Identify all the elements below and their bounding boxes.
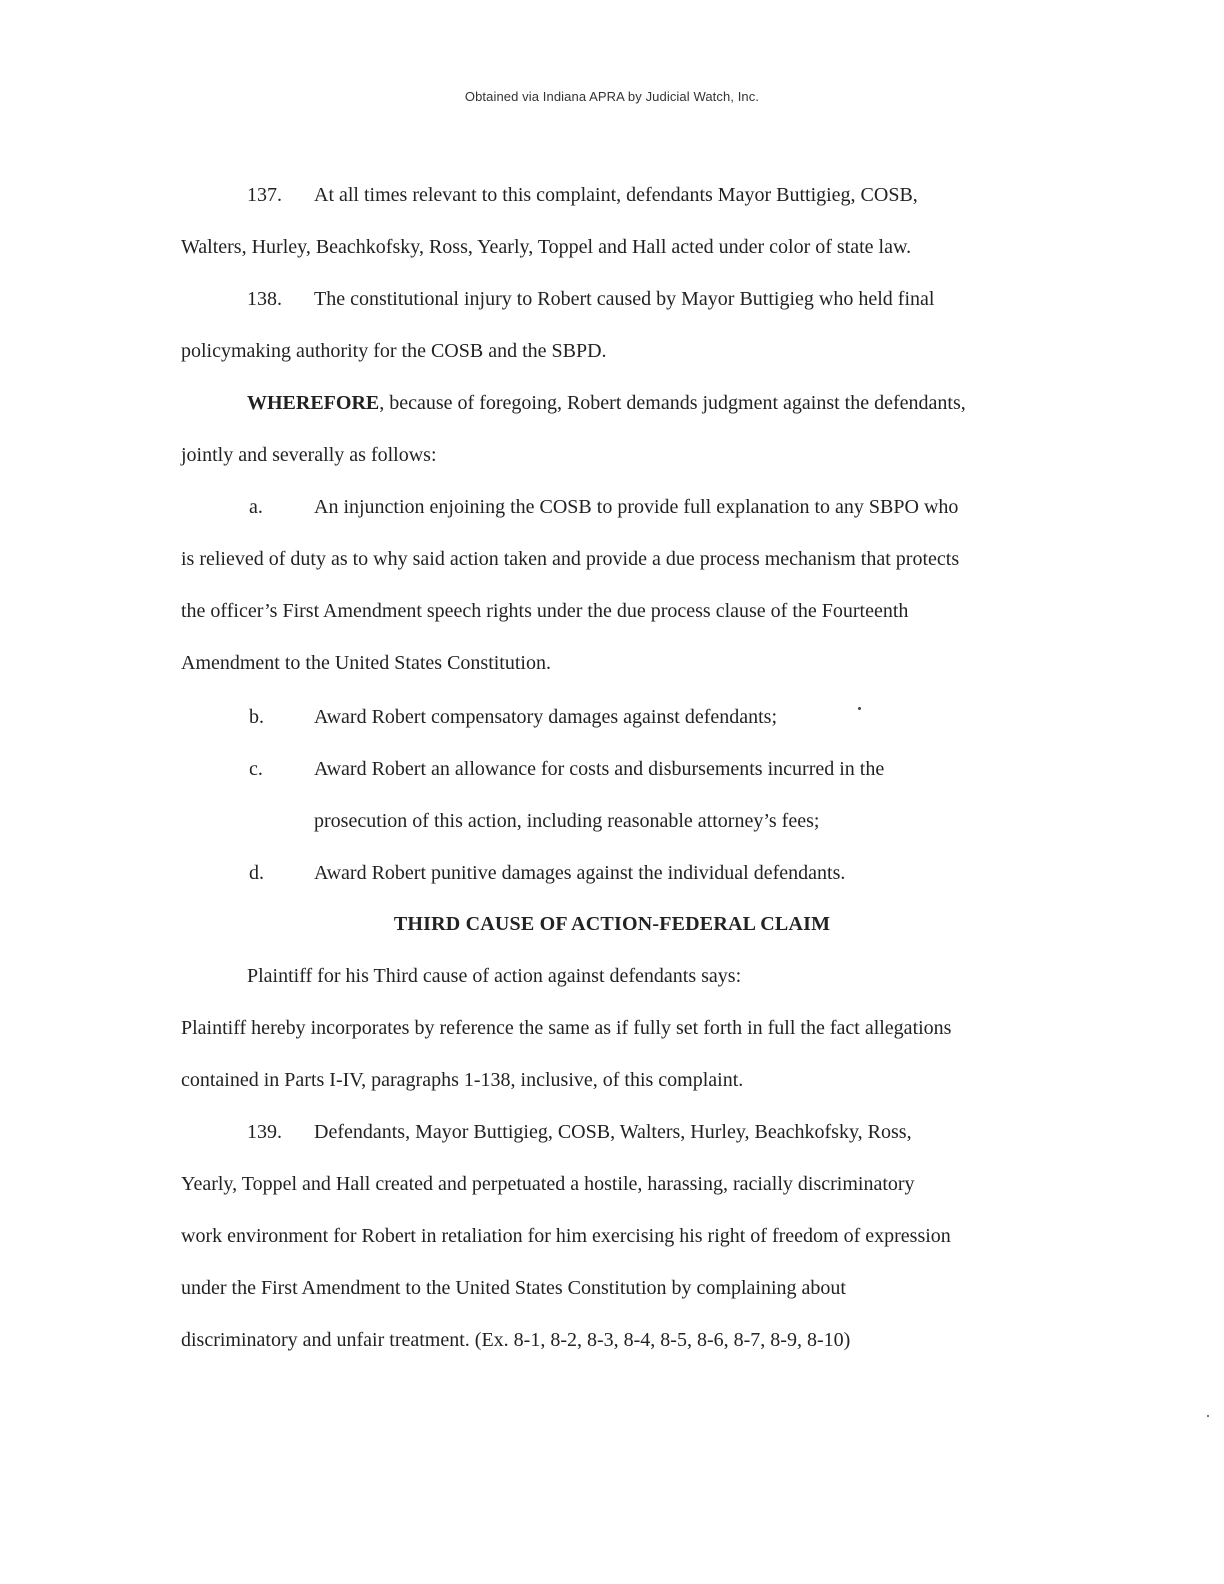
paragraph-139-line-4: under the First Amendment to the United States Constitution by complaining about	[181, 1277, 846, 1299]
paragraph-number-137: 137.	[247, 184, 282, 206]
item-c-letter: c.	[249, 758, 263, 780]
wherefore-line-1	[247, 391, 966, 415]
item-a-line-4: Amendment to the United States Constitution.	[181, 652, 551, 674]
item-a-letter: a.	[249, 496, 263, 518]
paragraph-137-line-1: At all times relevant to this complaint, defendants Mayor Buttigieg, COSB,	[314, 184, 918, 206]
incorporation-line-2: contained in Parts I-IV, paragraphs 1-138, inclusive, of this complaint.	[181, 1069, 744, 1091]
wherefore-keyword: WHEREFORE	[247, 392, 380, 414]
paragraph-number-138: 138.	[247, 288, 282, 310]
wherefore-line-1-text: , because of foregoing, Robert demands judgment against the defendants,	[379, 392, 966, 414]
paragraph-number-139: 139.	[247, 1121, 282, 1143]
paragraph-139-line-3: work environment for Robert in retaliation for him exercising his right of freedom of expression	[181, 1225, 951, 1247]
item-d-line-1: Award Robert punitive damages against the individual defendants.	[314, 862, 846, 884]
paragraph-138-line-2: policymaking authority for the COSB and the SBPD.	[181, 340, 607, 362]
plaintiff-intro: Plaintiff for his Third cause of action against defendants says:	[247, 965, 742, 987]
watermark: Obtained via Indiana APRA by Judicial Watch, Inc.	[464, 89, 760, 104]
item-a-line-3: the officer’s First Amendment speech rights under the due process clause of the Fourteenth	[181, 600, 909, 622]
incorporation-line-1: Plaintiff hereby incorporates by reference the same as if fully set forth in full the fact allegations	[181, 1017, 952, 1039]
paragraph-139-line-2: Yearly, Toppel and Hall created and perpetuated a hostile, harassing, racially discriminatory	[181, 1173, 915, 1195]
item-a-line-1: An injunction enjoining the COSB to provide full explanation to any SBPO who	[314, 496, 959, 518]
item-c-line-2: prosecution of this action, including reasonable attorney’s fees;	[314, 810, 820, 832]
paragraph-139-line-1: Defendants, Mayor Buttigieg, COSB, Walters, Hurley, Beachkofsky, Ross,	[314, 1121, 912, 1143]
scan-speck-margin	[1207, 1415, 1209, 1417]
scan-speck	[858, 707, 861, 710]
item-b-line-1: Award Robert compensatory damages against defendants;	[314, 706, 778, 728]
paragraph-137-line-2: Walters, Hurley, Beachkofsky, Ross, Yearly, Toppel and Hall acted under color of state law.	[181, 236, 912, 258]
wherefore-line-2: jointly and severally as follows:	[181, 444, 437, 466]
item-b-letter: b.	[249, 706, 264, 728]
item-d-letter: d.	[249, 862, 264, 884]
section-heading: THIRD CAUSE OF ACTION-FEDERAL CLAIM	[393, 913, 831, 935]
paragraph-138-line-1: The constitutional injury to Robert caused by Mayor Buttigieg who held final	[314, 288, 935, 310]
paragraph-139-line-5: discriminatory and unfair treatment. (Ex. 8-1, 8-2, 8-3, 8-4, 8-5, 8-6, 8-7, 8-9, 8-10)	[181, 1329, 851, 1351]
item-a-line-2: is relieved of duty as to why said action taken and provide a due process mechanism that protects	[181, 548, 960, 570]
item-c-line-1: Award Robert an allowance for costs and disbursements incurred in the	[314, 758, 885, 780]
